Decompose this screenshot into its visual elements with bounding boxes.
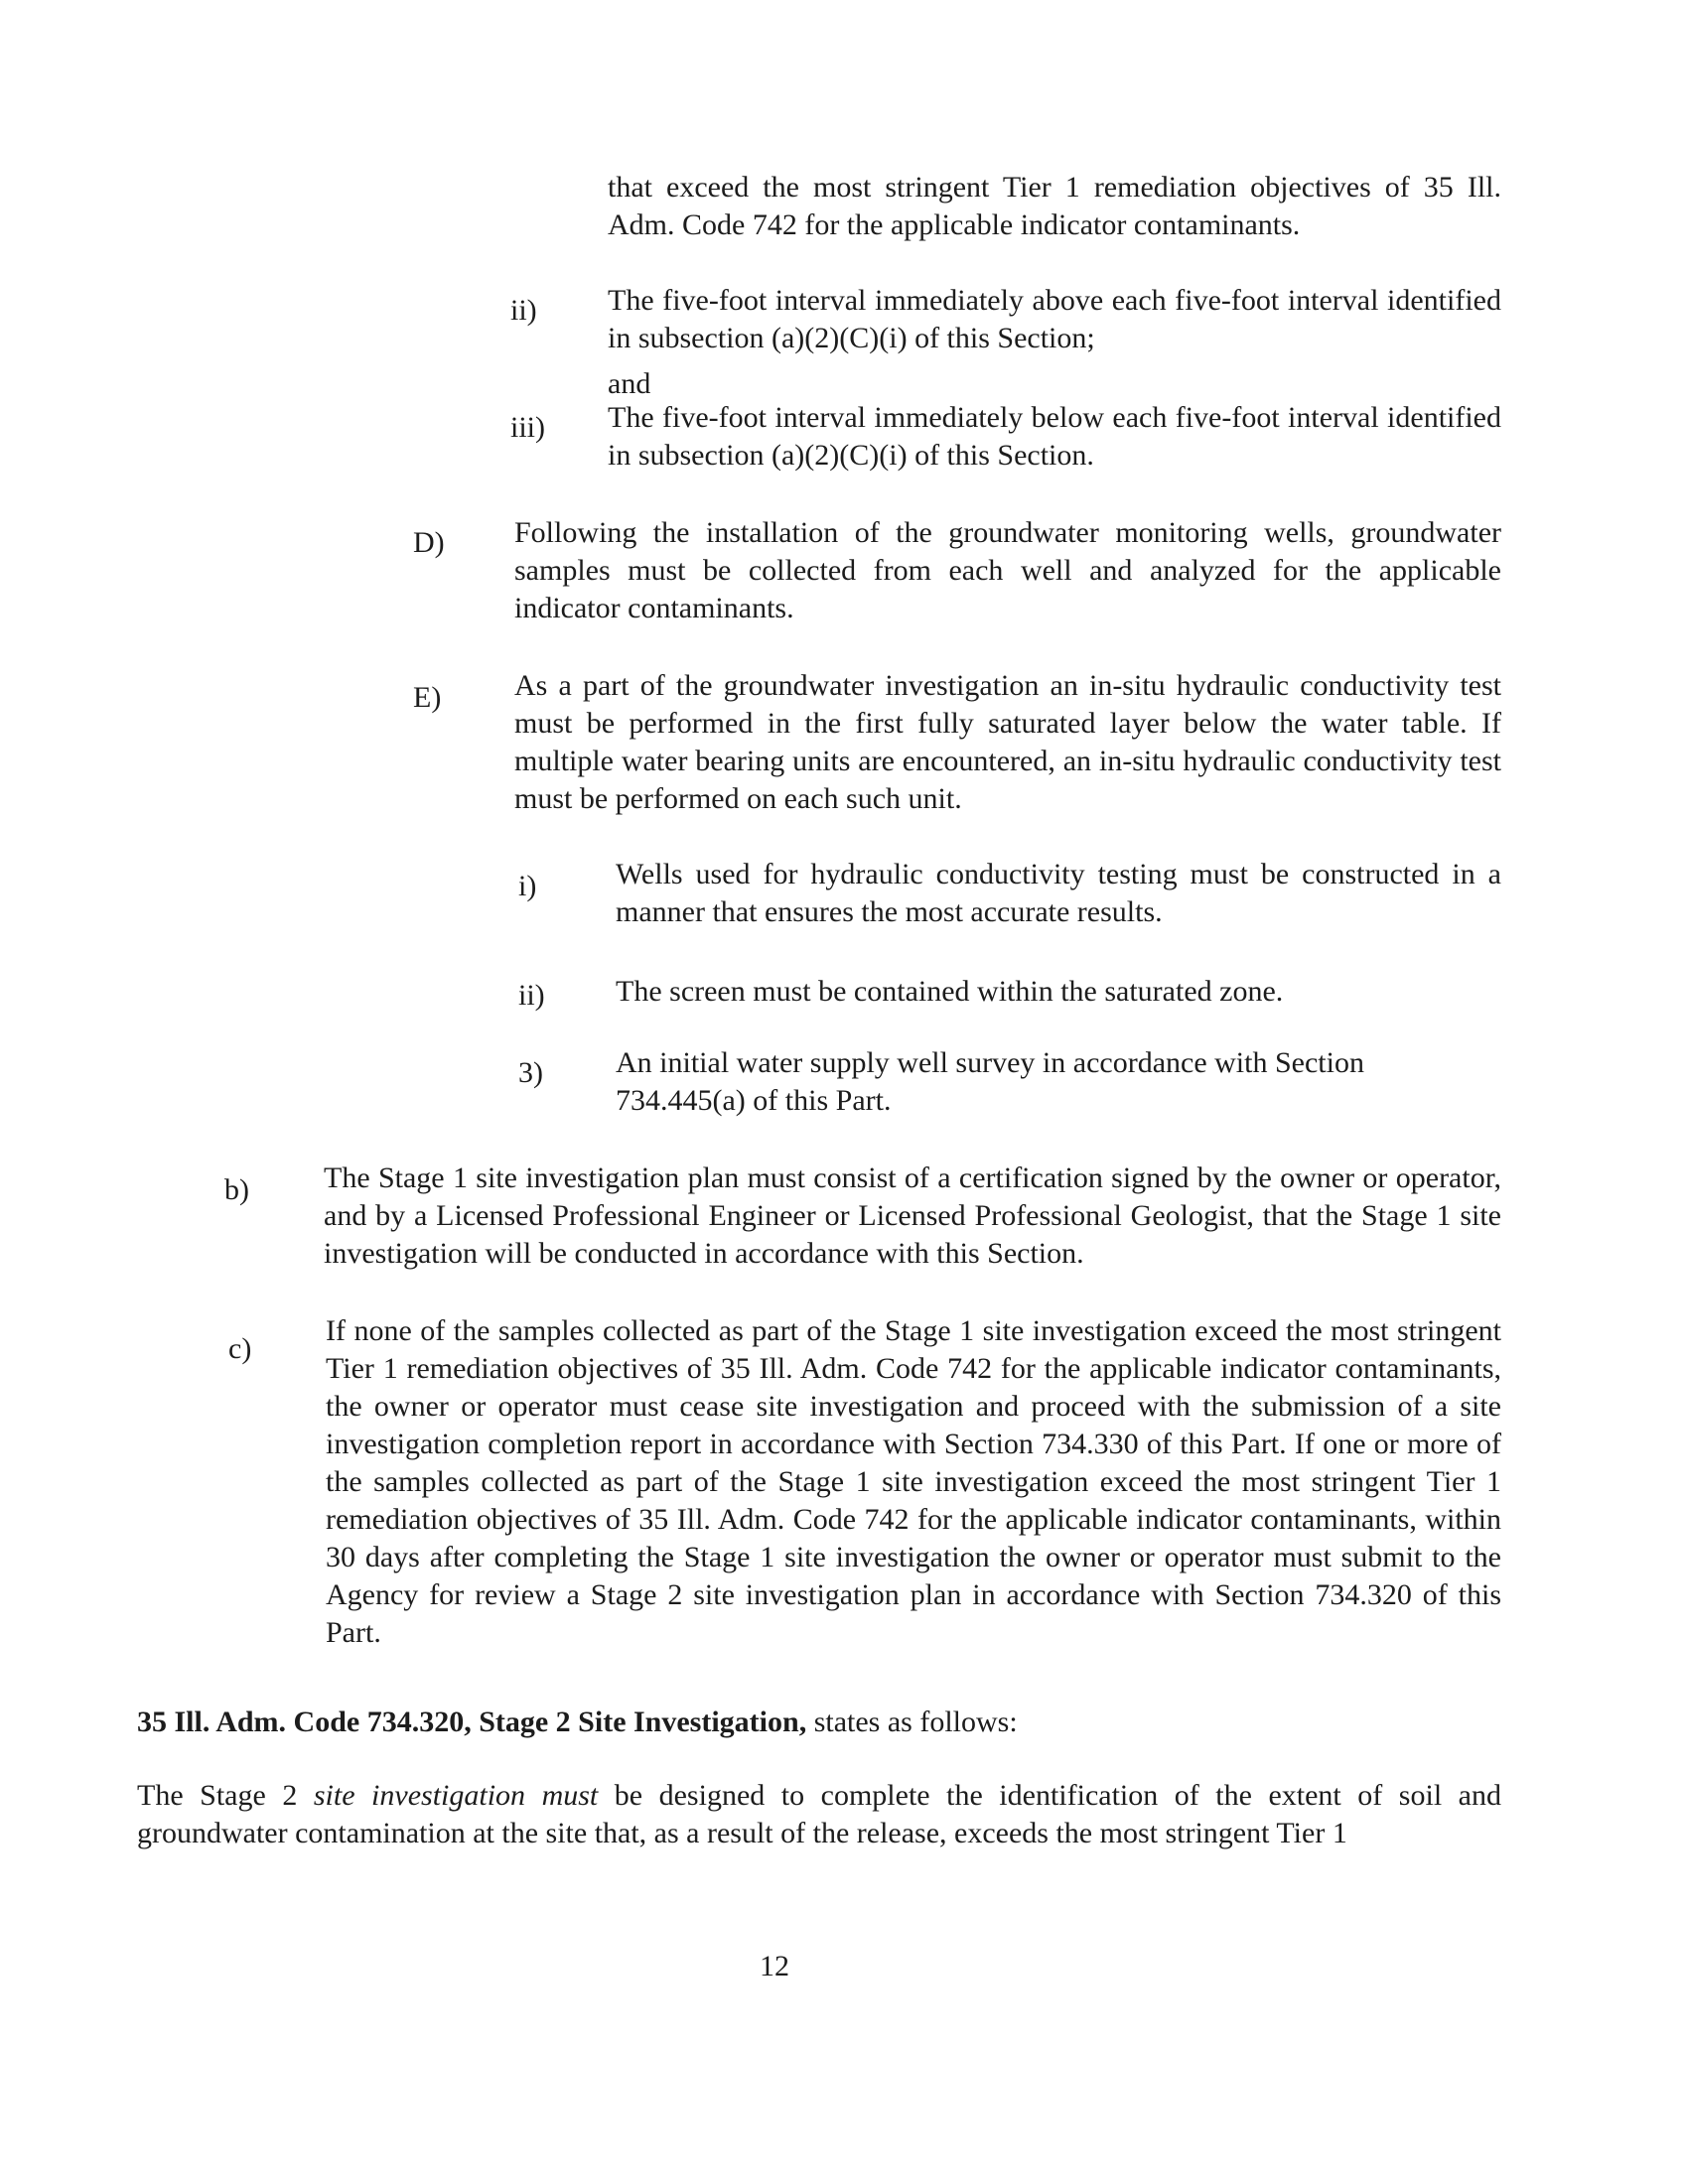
item-text-e-ii: The screen must be contained within the saturated zone.	[616, 975, 1284, 1008]
section-heading-rest: states as follows:	[806, 1706, 1018, 1738]
item-text-c-ii: The five-foot interval immediately above each five-foot interval identified in subsection (a)(2)(C)(i) of this Section;	[608, 284, 1501, 354]
item-label-d: D)	[413, 526, 445, 559]
item-text-b: The Stage 1 site investigation plan must consist of a certification signed by the owner or operator, and by a Licensed Professional Engineer or Licensed Professional Geologist, that the Stage 1 site investigation will be conducted in accordance with this Section.	[324, 1161, 1501, 1270]
item-label-b: b)	[224, 1173, 249, 1206]
item-label-e-ii: ii)	[518, 979, 545, 1012]
item-text-e-i: Wells used for hydraulic conductivity testing must be constructed in a manner that ensures the most accurate results.	[616, 858, 1501, 928]
stage2-text-post: be designed to complete the identification of the extent of soil and groundwater contamination at the site that, as a result of the release, exceeds the most stringent Tier 1	[137, 1779, 1501, 1849]
item-label-3: 3)	[518, 1056, 543, 1089]
item-text-3: An initial water supply well survey in accordance with Section 734.445(a) of this Part.	[616, 1046, 1364, 1117]
item-text-c-iii: The five-foot interval immediately below each five-foot interval identified in subsection (a)(2)(C)(i) of this Section.	[608, 401, 1501, 472]
item-text-e: As a part of the groundwater investigation an in-situ hydraulic conductivity test must be performed in the first fully saturated layer below the water table. If multiple water bearing units are encountered, an in-situ hydraulic conductivity test must be performed on each such unit.	[514, 669, 1501, 815]
item-conjunction-and: and	[608, 367, 651, 400]
item-label-c-iii: iii)	[510, 411, 545, 444]
item-label-e-i: i)	[518, 870, 537, 902]
stage2-paragraph	[137, 1777, 1501, 1852]
item-label-c-ii: ii)	[510, 294, 537, 327]
section-heading-bold: 35 Ill. Adm. Code 734.320, Stage 2 Site Investigation,	[137, 1706, 807, 1738]
item-label-c: c)	[228, 1332, 252, 1365]
item-label-e: E)	[413, 681, 442, 714]
section-heading	[137, 1704, 1507, 1741]
page-number: 12	[760, 1950, 789, 1982]
continuation-paragraph: that exceed the most stringent Tier 1 remediation objectives of 35 Ill. Adm. Code 742 for the applicable indicator contaminants.	[608, 171, 1501, 241]
stage2-text-pre: The Stage 2	[137, 1779, 314, 1812]
item-text-c: If none of the samples collected as part of the Stage 1 site investigation exceed the most stringent Tier 1 remediation objectives of 35 Ill. Adm. Code 742 for the applicable indicator contaminants, the owner or operator must cease site investigation and proceed with the submission of a site investigation completion report in accordance with Section 734.330 of this Part. If one or more of the samples collected as part of the Stage 1 site investigation exceed the most stringent Tier 1 remediation objectives of 35 Ill. Adm. Code 742 for the applicable indicator contaminants, within 30 days after completing the Stage 1 site investigation the owner or operator must submit to the Agency for review a Stage 2 site investigation plan in accordance with Section 734.320 of this Part.	[326, 1314, 1501, 1649]
stage2-text-italic: site investigation must	[313, 1779, 599, 1812]
item-text-d: Following the installation of the groundwater monitoring wells, groundwater samples must be collected from each well and analyzed for the applicable indicator contaminants.	[514, 516, 1501, 624]
